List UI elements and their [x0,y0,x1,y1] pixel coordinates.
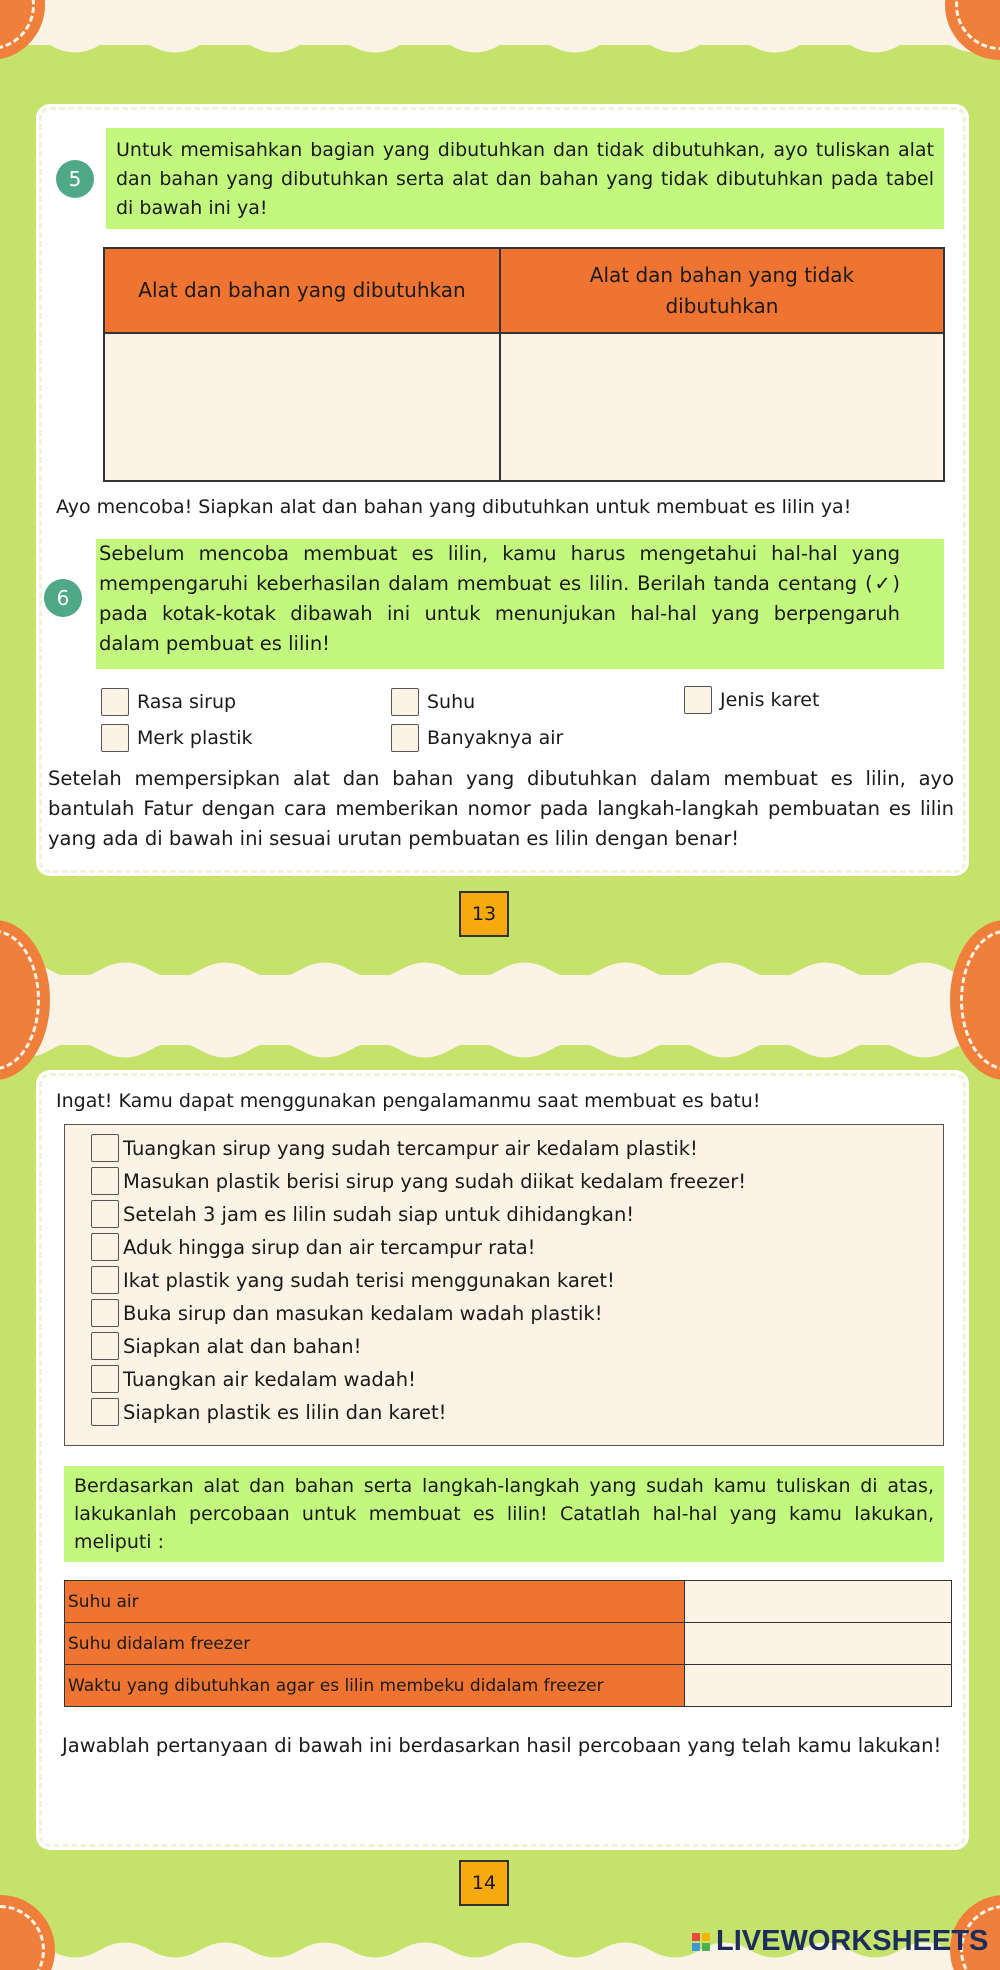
observation-answer[interactable] [685,1623,952,1665]
option-label: Merk plastik [137,727,253,749]
steps-list [64,1124,944,1446]
step-text: Aduk hingga sirup dan air tercampur rata! [123,1235,536,1259]
observation-label: Suhu air [65,1581,685,1623]
observation-table [64,1580,952,1707]
middle-wave-top [0,955,1000,985]
observation-row [65,1623,952,1665]
tools-materials-table [103,247,945,482]
try-instruction: Ayo mencoba! Siapkan alat dan bahan yang dibutuhkan untuk membuat es lilin ya! [56,496,852,518]
step-number-box[interactable] [91,1299,119,1327]
option-checkbox[interactable] [391,688,419,716]
step-text: Ikat plastik yang sudah terisi menggunakan karet! [123,1268,615,1292]
decor-circle-bottom-left [0,1895,55,1970]
needed-column-header: Alat dan bahan yang dibutuhkan [104,248,500,333]
page-number-14: 14 [459,1860,509,1906]
option-label: Rasa sirup [137,691,237,713]
option-checkbox[interactable] [684,686,712,714]
option-merk-plastik[interactable] [101,724,253,752]
step-number-box[interactable] [91,1332,119,1360]
middle-wave-bottom [0,1035,1000,1065]
step-text: Masukan plastik berisi sirup yang sudah diikat kedalam freezer! [123,1169,747,1193]
observation-label: Waktu yang dibutuhkan agar es lilin membeku didalam freezer [65,1665,685,1707]
option-label: Suhu [427,691,476,713]
step-item[interactable] [91,1365,416,1393]
step-text: Buka sirup dan masukan kedalam wadah plastik! [123,1301,603,1325]
question-5-instruction: Untuk memisahkan bagian yang dibutuhkan dan tidak dibutuhkan, ayo tuliskan alat dan bahan yang dibutuhkan serta alat dan bahan yang tidak dibutuhkan pada tabel di bawah ini ya! [106,128,944,229]
step-text: Tuangkan air kedalam wadah! [123,1367,416,1391]
not-needed-column-header: Alat dan bahan yang tidak dibutuhkan [500,248,944,333]
step-item[interactable] [91,1398,446,1426]
reminder-text: Ingat! Kamu dapat menggunakan pengalamanmu saat membuat es batu! [56,1090,761,1112]
observation-answer[interactable] [685,1665,952,1707]
option-banyaknya-air[interactable] [391,724,563,752]
observation-label: Suhu didalam freezer [65,1623,685,1665]
top-wave [0,30,1000,60]
needed-answer-cell[interactable] [104,333,500,481]
observation-row [65,1581,952,1623]
question-6-instruction: Sebelum mencoba membuat es lilin, kamu harus mengetahui hal-hal yang mempengaruhi keberhasilan dalam membuat es lilin. Berilah tanda centang (✓) pada kotak-kotak dibawah ini untuk menunjukan hal-hal yang berpengaruh dalam pembuat es lilin! [96,539,944,669]
step-number-box[interactable] [91,1200,119,1228]
not-needed-answer-cell[interactable] [500,333,944,481]
step-text: Siapkan plastik es lilin dan karet! [123,1400,447,1424]
step-number-box[interactable] [91,1233,119,1261]
step-text: Siapkan alat dan bahan! [123,1334,362,1358]
step-item[interactable] [91,1299,603,1327]
step-number-box[interactable] [91,1134,119,1162]
option-rasa-sirup[interactable] [101,688,236,716]
step-item[interactable] [91,1233,536,1261]
option-checkbox[interactable] [101,688,129,716]
step-item[interactable] [91,1134,698,1162]
page-number-13: 13 [459,891,509,937]
step-item[interactable] [91,1200,634,1228]
step-number-box[interactable] [91,1398,119,1426]
step-text: Tuangkan sirup yang sudah tercampur air kedalam plastik! [123,1136,698,1160]
step-number-box[interactable] [91,1266,119,1294]
ordering-instruction: Setelah mempersipkan alat dan bahan yang dibutuhkan dalam membuat es lilin, ayo bantulah Fatur dengan cara memberikan nomor pada langkah-langkah pembuatan es lilin yang ada di bawah ini sesuai urutan pembuatan es lilin dengan benar! [48,767,954,850]
step-item[interactable] [91,1266,615,1294]
liveworksheets-logo [692,1925,988,1958]
option-checkbox[interactable] [391,724,419,752]
experiment-instruction: Berdasarkan alat dan bahan serta langkah-langkah yang sudah kamu tuliskan di atas, lakukanlah percobaan untuk membuat es lilin! Catatlah hal-hal yang kamu lakukan, meliputi : [64,1466,944,1562]
observation-answer[interactable] [685,1581,952,1623]
step-item[interactable] [91,1332,361,1360]
logo-text: LIVEWORKSHEETS [716,1925,989,1957]
option-jenis-karet[interactable] [684,686,819,714]
question-6-badge: 6 [44,579,82,617]
logo-squares-icon [692,1933,710,1951]
observation-row [65,1665,952,1707]
step-item[interactable] [91,1167,746,1195]
step-number-box[interactable] [91,1167,119,1195]
option-suhu[interactable] [391,688,475,716]
step-text: Setelah 3 jam es lilin sudah siap untuk dihidangkan! [123,1202,635,1226]
option-label: Banyaknya air [427,727,564,749]
step-number-box[interactable] [91,1365,119,1393]
question-5-badge: 5 [56,160,94,198]
answer-instruction: Jawablah pertanyaan di bawah ini berdasarkan hasil percobaan yang telah kamu lakukan! [62,1734,942,1757]
option-checkbox[interactable] [101,724,129,752]
option-label: Jenis karet [720,689,820,711]
